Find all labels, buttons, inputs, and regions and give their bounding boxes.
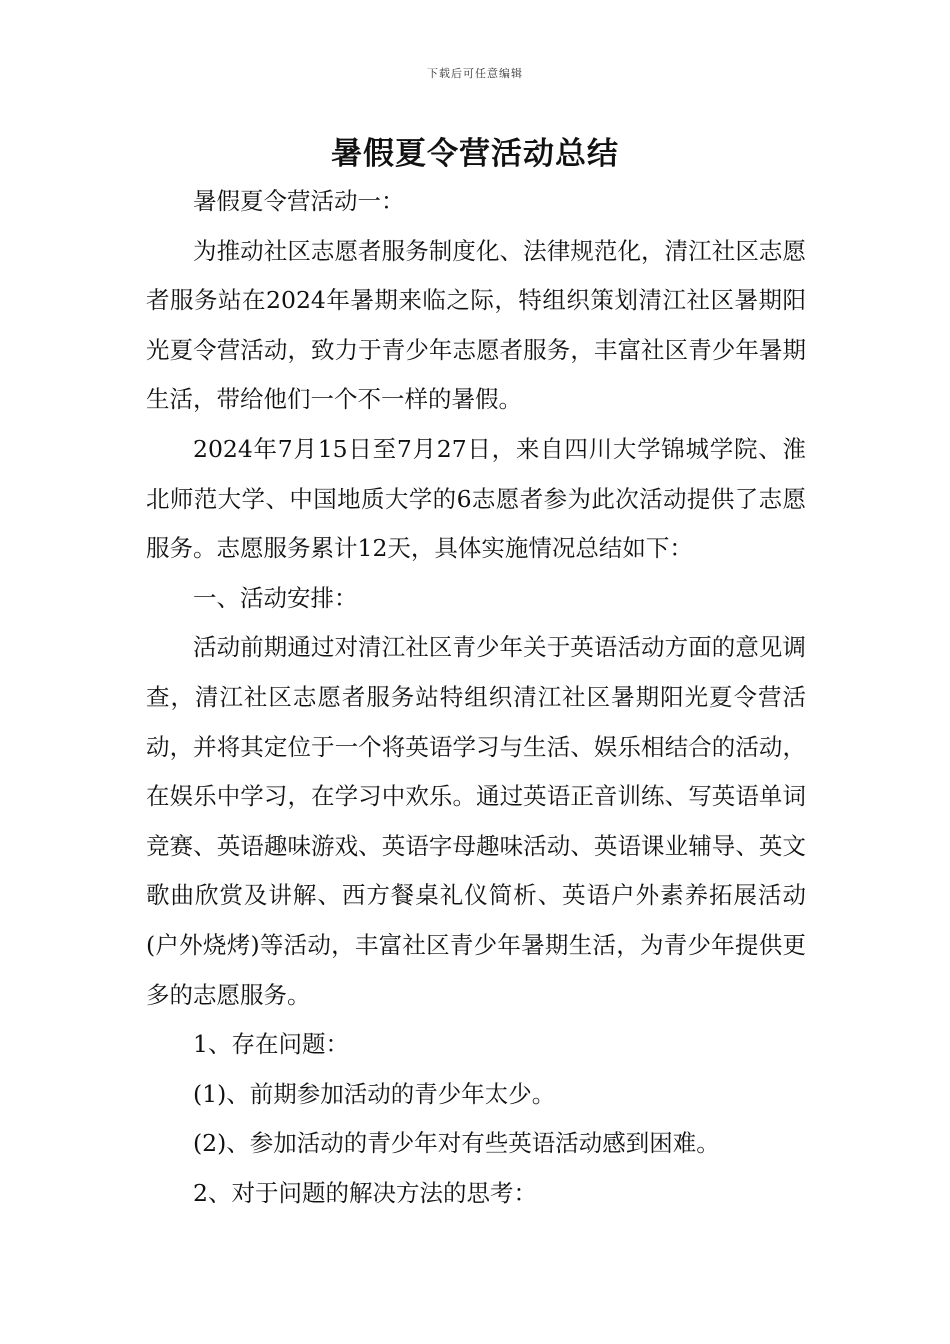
paragraph-section-intro: 暑假夏令营活动一： (193, 187, 405, 215)
page-header-note: 下载后可任意编辑 (427, 67, 523, 80)
list-item-problem-2: (2)、参加活动的青少年对有些英语活动感到困难。 (193, 1129, 720, 1158)
document-body (146, 177, 806, 1218)
list-item-problem-1: (1)、前期参加活动的青少年太少。 (193, 1079, 556, 1108)
paragraph-activity-details: 活动前期通过对清江社区青少年关于英语活动方面的意见调查，清江社区志愿者服务站特组织清江社区暑期阳光夏令营活动，并将其定位于一个将英语学习与生活、娱乐相结合的活动，在娱乐中学习，在学习中欢乐。通过英语正音训练、写英语单词竞赛、英语趣味游戏、英语字母趣味活动、英语课业辅导、英文歌曲欣赏及讲解、西方餐桌礼仪简析、英语户外素养拓展活动(户外烧烤)等活动，丰富社区青少年暑期生活，为青少年提供更多的志愿服务。 (146, 633, 806, 1009)
paragraph-purpose: 为推动社区志愿者服务制度化、法律规范化，清江社区志愿者服务站在2024年暑期来临之际，特组织策划清江社区暑期阳光夏令营活动，致力于青少年志愿者服务，丰富社区青少年暑期生活，带给他们一个不一样的暑假。 (146, 236, 806, 414)
document-title: 暑假夏令营活动总结 (331, 136, 619, 172)
paragraph-dates: 2024年7月15日至7月27日，来自四川大学锦城学院、淮北师范大学、中国地质大学的6志愿者参为此次活动提供了志愿服务。志愿服务累计12天，具体实施情况总结如下： (146, 434, 806, 563)
heading-problems: 1、存在问题： (193, 1030, 349, 1059)
heading-activity-arrangement: 一、活动安排： (193, 583, 358, 612)
heading-solutions: 2、对于问题的解决方法的思考： (193, 1178, 537, 1207)
